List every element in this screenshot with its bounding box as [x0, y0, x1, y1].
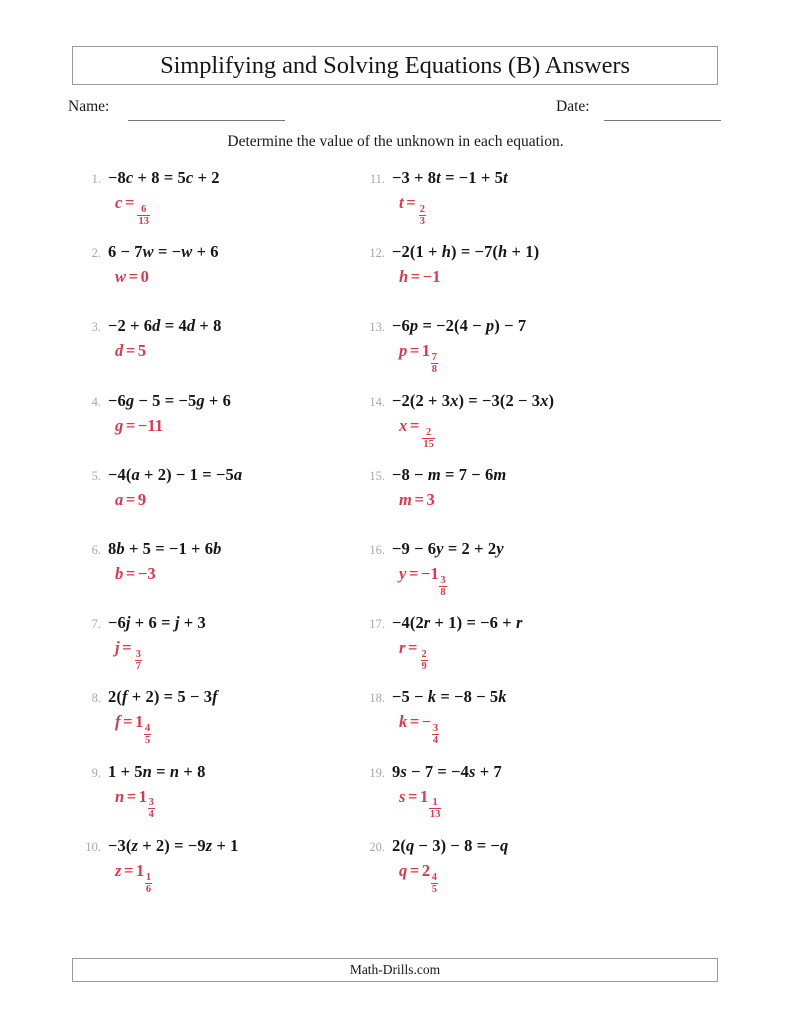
problem-equation: 8b + 5 = −1 + 6b — [108, 538, 222, 558]
problem-answer: x = $\frac{2}{15}$ — [399, 415, 434, 450]
problem-item — [78, 242, 378, 316]
fraction: $\frac{6}{13}$ — [138, 203, 150, 227]
problem-item — [362, 687, 662, 761]
footer-box — [72, 958, 718, 982]
problem-header — [362, 391, 662, 411]
title-box — [72, 46, 718, 85]
problem-answer: r = $\frac{2}{9}$ — [399, 638, 427, 673]
problem-number: 15. — [369, 468, 385, 483]
problem-equation: −6g − 5 = −5g + 6 — [108, 390, 231, 410]
fraction: $\frac{3}{4}$ — [432, 723, 439, 747]
problem-equation: −3(z + 2) = −9z + 1 — [108, 835, 239, 855]
problem-item — [362, 539, 662, 613]
problem-answer: f = 1 $\frac{4}{5}$ — [115, 712, 151, 747]
problem-equation: 6 − 7w = −w + 6 — [108, 242, 219, 262]
problem-equation: 2(f + 2) = 5 − 3f — [108, 687, 218, 707]
problem-number: 11. — [369, 172, 385, 186]
fraction: $\frac{3}{7}$ — [135, 649, 141, 673]
problem-item — [362, 168, 662, 242]
problem-equation: −2 + 6d = 4d + 8 — [108, 316, 222, 336]
problem-item — [362, 391, 662, 465]
problem-column-right — [362, 168, 662, 910]
problem-header — [362, 539, 662, 559]
problem-header — [362, 242, 662, 262]
name-date-row — [0, 98, 791, 124]
problem-item — [78, 465, 378, 539]
problem-header — [78, 391, 378, 411]
problem-header — [78, 762, 378, 782]
problem-number: 19. — [369, 765, 385, 780]
problem-equation: −6p = −2(4 − p) − 7 — [392, 316, 527, 336]
problem-item — [362, 613, 662, 687]
problem-header — [362, 316, 662, 336]
problem-item — [78, 391, 378, 465]
problem-header — [362, 687, 662, 707]
problem-answer: a = 9 — [115, 489, 147, 509]
problem-number: 18. — [369, 691, 385, 706]
fraction: $\frac{1}{6}$ — [145, 871, 152, 895]
problem-number: 6. — [91, 542, 101, 557]
problem-header — [362, 836, 662, 856]
problem-answer: m = 3 — [399, 489, 435, 509]
problem-equation: −6j + 6 = j + 3 — [108, 613, 206, 633]
fraction: $\frac{2}{9}$ — [421, 649, 427, 673]
problem-item — [362, 762, 662, 836]
problem-number: 12. — [369, 246, 385, 261]
problem-header — [78, 316, 378, 336]
problem-number: 16. — [369, 542, 385, 557]
problem-number: 5. — [91, 468, 101, 483]
problem-answer: y = −1 $\frac{3}{8}$ — [399, 563, 446, 598]
problem-item — [78, 836, 378, 910]
page-title: Simplifying and Solving Equations (B) Answers — [160, 51, 630, 79]
problem-header — [78, 465, 378, 485]
date-label: Date: — [556, 98, 590, 115]
problem-equation: −9 − 6y = 2 + 2y — [392, 538, 504, 558]
problem-item — [78, 613, 378, 687]
problem-answer: k = − $\frac{3}{4}$ — [399, 712, 439, 747]
problem-answer: j = $\frac{3}{7}$ — [115, 638, 141, 673]
problem-equation: 9s − 7 = −4s + 7 — [392, 761, 502, 781]
problem-number: 17. — [369, 617, 385, 632]
instructions-text: Determine the value of the unknown in each equation. — [227, 133, 564, 150]
problem-answer: w = 0 — [115, 267, 149, 287]
problem-equation: −5 − k = −8 − 5k — [392, 687, 507, 707]
problem-answer: b = −3 — [115, 563, 156, 583]
problem-number: 10. — [85, 839, 101, 854]
problem-header — [78, 242, 378, 262]
problem-number: 20. — [369, 839, 385, 854]
problem-item — [362, 465, 662, 539]
problem-answer: q = 2 $\frac{4}{5}$ — [399, 860, 438, 895]
problem-header — [78, 539, 378, 559]
problem-equation: 2(q − 3) − 8 = −q — [392, 835, 509, 855]
problem-equation: −8 − m = 7 − 6m — [392, 464, 507, 484]
fraction: $\frac{4}{5}$ — [144, 723, 151, 747]
problem-equation: −2(1 + h) = −7(h + 1) — [392, 242, 540, 262]
problem-number: 7. — [91, 617, 101, 632]
problem-number: 14. — [369, 394, 385, 409]
name-label: Name: — [68, 98, 110, 115]
footer-site-label: Math-Drills.com — [349, 962, 441, 977]
problem-item — [362, 836, 662, 910]
date-input-line[interactable] — [604, 120, 721, 121]
problem-answer: t = $\frac{2}{3}$ — [399, 193, 425, 227]
problem-number: 4. — [91, 394, 101, 409]
problem-header — [362, 168, 662, 188]
problem-equation: −8c + 8 = 5c + 2 — [108, 168, 220, 187]
problem-answer: c = $\frac{6}{13}$ — [115, 193, 150, 227]
problem-column-left — [78, 168, 378, 910]
problem-answer: z = 1 $\frac{1}{6}$ — [115, 860, 152, 895]
fraction: $\frac{3}{4}$ — [148, 797, 154, 821]
problem-equation: −3 + 8t = −1 + 5t — [392, 168, 508, 187]
problem-item — [78, 316, 378, 390]
problem-number: 8. — [91, 691, 101, 706]
problem-answer: g = −11 — [115, 415, 164, 435]
problem-answer: s = 1 $\frac{1}{13}$ — [399, 786, 441, 821]
problem-answer: h = −1 — [399, 267, 441, 287]
problem-number: 9. — [91, 765, 101, 780]
problem-header — [78, 687, 378, 707]
problem-item — [78, 762, 378, 836]
problem-item — [78, 168, 378, 242]
problem-item — [362, 316, 662, 390]
problem-number: 2. — [91, 246, 101, 261]
problem-number: 3. — [91, 320, 101, 335]
problem-item — [362, 242, 662, 316]
fraction: $\frac{2}{15}$ — [423, 426, 434, 450]
problem-number: 1. — [91, 172, 101, 186]
problem-equation: −4(a + 2) − 1 = −5a — [108, 464, 243, 484]
problem-header — [362, 613, 662, 633]
fraction: $\frac{3}{8}$ — [440, 574, 446, 598]
problem-equation: −4(2r + 1) = −6 + r — [392, 613, 523, 633]
fraction: $\frac{4}{5}$ — [431, 871, 438, 895]
problem-equation: 1 + 5n = n + 8 — [108, 761, 206, 781]
problem-number: 13. — [369, 320, 385, 335]
problem-header — [78, 613, 378, 633]
problem-header — [78, 836, 378, 856]
problem-header — [362, 762, 662, 782]
fraction: $\frac{2}{3}$ — [419, 203, 425, 227]
problem-header — [362, 465, 662, 485]
problem-answer: d = 5 — [115, 341, 147, 361]
fraction: $\frac{7}{8}$ — [431, 352, 438, 376]
fraction: $\frac{1}{13}$ — [429, 797, 441, 821]
problem-equation: −2(2 + 3x) = −3(2 − 3x) — [392, 390, 555, 410]
name-input-line[interactable] — [128, 120, 285, 121]
problem-header — [78, 168, 378, 188]
problem-answer: p = 1 $\frac{7}{8}$ — [399, 341, 438, 376]
problem-answer: n = 1 $\frac{3}{4}$ — [115, 786, 154, 821]
problem-item — [78, 539, 378, 613]
problem-item — [78, 687, 378, 761]
